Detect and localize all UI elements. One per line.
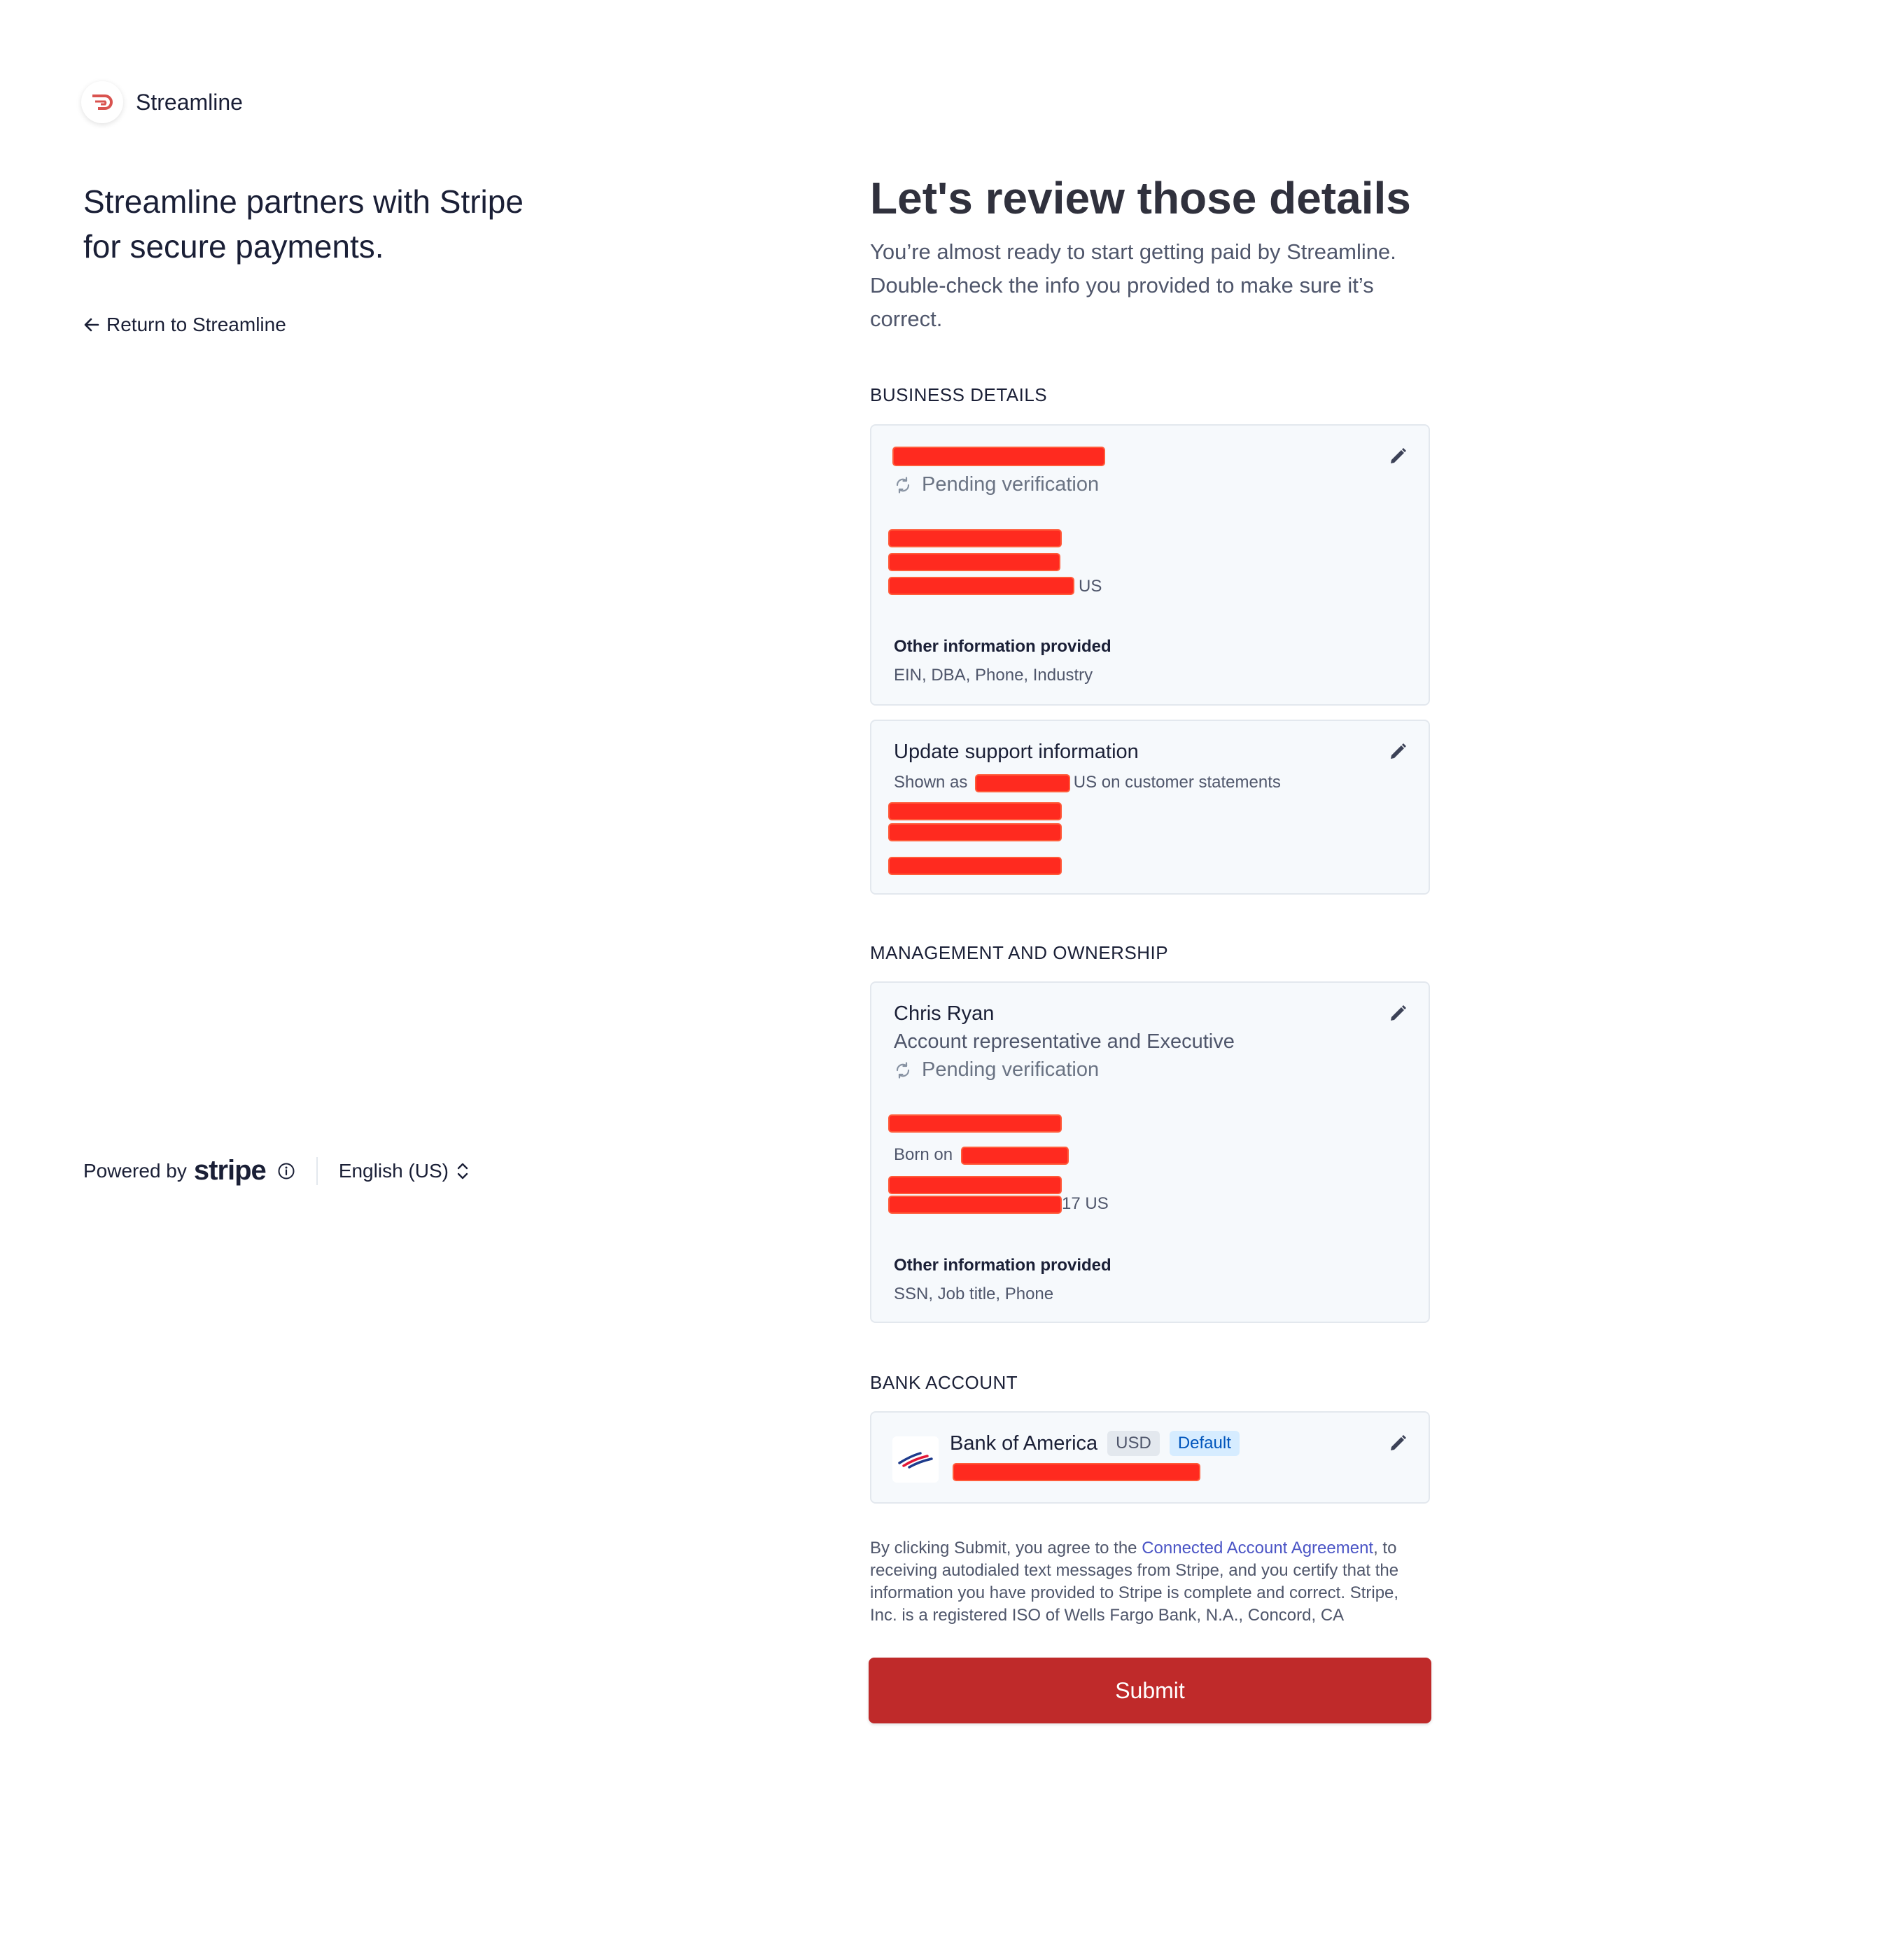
edit-support-button[interactable] xyxy=(1388,742,1408,765)
person-status-label: Pending verification xyxy=(922,1058,1100,1081)
powered-by-label: Powered by xyxy=(83,1159,187,1182)
redacted-person-address-1 xyxy=(890,1177,1060,1193)
person-role: Account representative and Executive xyxy=(894,1030,1235,1053)
bank-name-row xyxy=(950,1431,1240,1456)
footer-divider xyxy=(316,1157,318,1185)
support-title: Update support information xyxy=(894,741,1139,763)
streamline-logo-icon xyxy=(81,81,123,123)
person-address-suffix: 17 US xyxy=(1062,1194,1109,1213)
default-badge: Default xyxy=(1170,1431,1240,1456)
redacted-address-line-1 xyxy=(890,531,1060,546)
person-other-label: Other information provided xyxy=(894,1256,1111,1275)
info-icon[interactable] xyxy=(277,1162,295,1180)
brand-header xyxy=(81,81,243,123)
pending-sync-icon xyxy=(894,476,912,494)
edit-business-button[interactable] xyxy=(1388,447,1408,470)
tagline: Streamline partners with Stripe for secure payments. xyxy=(83,183,524,265)
pencil-icon xyxy=(1388,447,1408,466)
currency-badge: USD xyxy=(1107,1431,1160,1456)
redacted-birth-date xyxy=(962,1148,1067,1163)
connected-account-agreement-link[interactable]: Connected Account Agreement xyxy=(1142,1539,1374,1558)
section-title-management: MANAGEMENT AND OWNERSHIP xyxy=(870,942,1169,963)
stripe-logo: stripe xyxy=(193,1155,266,1186)
person-other-value: SSN, Job title, Phone xyxy=(894,1284,1054,1303)
review-header xyxy=(870,168,1430,336)
address-country: US xyxy=(1079,577,1102,596)
page-title: Let's review those details xyxy=(870,173,1411,223)
born-on-label: Born on xyxy=(894,1145,953,1164)
business-other-label: Other information provided xyxy=(894,637,1111,656)
redacted-support-line-2 xyxy=(890,825,1060,840)
redacted-email xyxy=(890,1116,1060,1131)
support-shown-as xyxy=(894,773,1281,792)
bank-name: Bank of America xyxy=(950,1432,1098,1455)
legal-after-link: , to receiving autodialed text messages from Stripe, and you certify that the information you have provided to Stripe is complete and correct. Stripe, Inc. is a registered ISO of Wells Fargo Bank, N.A., Concord, CA xyxy=(870,1539,1399,1625)
pencil-icon xyxy=(1388,1434,1408,1453)
redacted-support-line-1 xyxy=(890,804,1060,819)
business-status-label: Pending verification xyxy=(922,473,1100,496)
footer xyxy=(83,1155,470,1186)
redacted-person-address-2 xyxy=(890,1197,1060,1212)
submit-button[interactable]: Submit xyxy=(869,1658,1431,1723)
brand-name: Streamline xyxy=(136,89,243,115)
language-selector[interactable] xyxy=(339,1160,470,1182)
edit-person-button[interactable] xyxy=(1388,1004,1408,1027)
pencil-icon xyxy=(1388,1004,1408,1023)
section-title-bank: BANK ACCOUNT xyxy=(870,1372,1018,1393)
powered-by-stripe[interactable] xyxy=(83,1155,295,1186)
business-other-value: EIN, DBA, Phone, Industry xyxy=(894,666,1093,685)
pending-sync-icon xyxy=(894,1061,912,1079)
shown-as-prefix: Shown as xyxy=(894,773,968,792)
shown-as-suffix: US on customer statements xyxy=(1073,773,1281,792)
pencil-icon xyxy=(1388,742,1408,762)
legal-before-link: By clicking Submit, you agree to the xyxy=(870,1539,1137,1558)
bank-logo-icon xyxy=(892,1436,939,1483)
bank-account-card xyxy=(870,1411,1430,1504)
page-intro: You’re almost ready to start getting paid by Streamline. Double-check the info you provided to make sure it’s correct. xyxy=(870,239,1396,331)
support-info-card xyxy=(870,720,1430,895)
return-link[interactable] xyxy=(83,314,286,336)
redacted-address-line-3 xyxy=(890,578,1073,594)
redacted-support-line-3 xyxy=(890,858,1060,874)
section-title-business: BUSINESS DETAILS xyxy=(870,384,1048,405)
chevron-up-down-icon xyxy=(456,1161,470,1181)
language-label: English (US) xyxy=(338,1159,449,1182)
legal-text xyxy=(870,1537,1430,1627)
redacted-statement-descriptor xyxy=(976,776,1069,791)
return-link-label: Return to Streamline xyxy=(106,314,286,335)
redacted-account-number xyxy=(954,1464,1199,1480)
business-details-card xyxy=(870,424,1430,706)
redacted-address-line-2 xyxy=(890,554,1059,570)
person-status xyxy=(894,1058,1099,1082)
redacted-business-name xyxy=(894,448,1104,465)
business-status xyxy=(894,473,1099,496)
person-name: Chris Ryan xyxy=(894,1002,995,1025)
management-card xyxy=(870,981,1430,1323)
arrow-left-icon xyxy=(83,316,101,334)
edit-bank-button[interactable] xyxy=(1388,1434,1408,1457)
